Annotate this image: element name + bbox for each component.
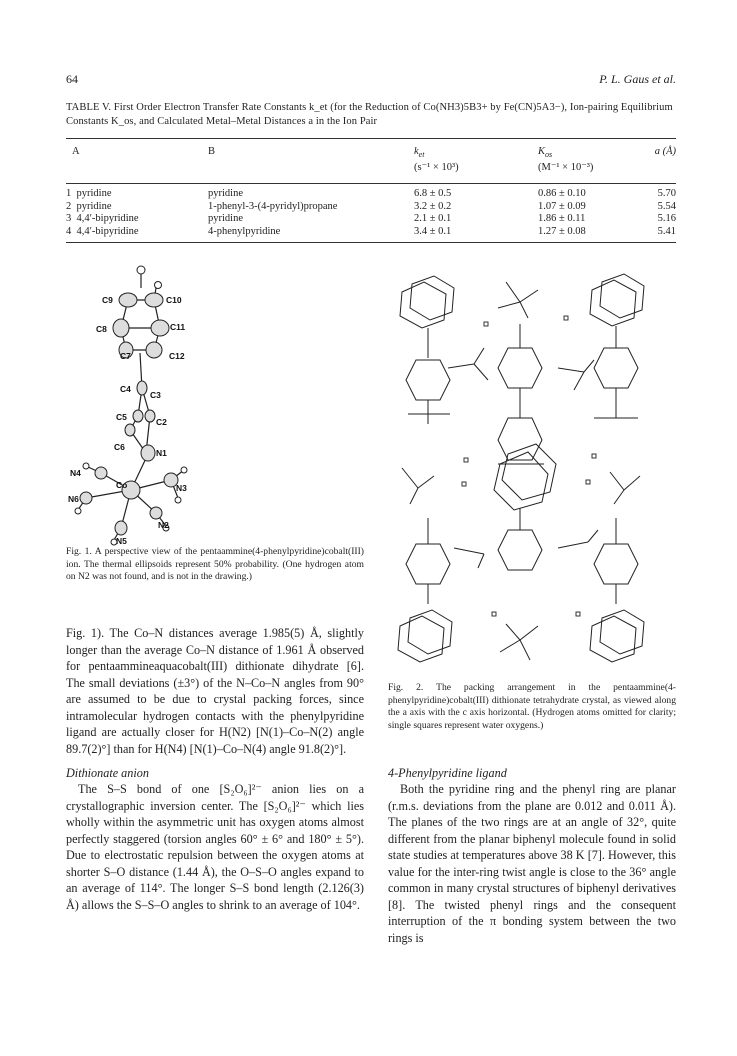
running-head: P. L. Gaus et al. [599, 72, 676, 86]
figure-2-caption: Fig. 2. The packing arrangement in the pentaammine(4-phenylpyridine)cobalt(III) dithionate tetrahydrate crystal, as viewed along the a axis with the c axis horizontal. (Hydrogen atoms omitted for clarity; single squares represent water oxygens.) [388, 682, 676, 731]
table-row [66, 213, 676, 226]
page-number: 64 [66, 72, 78, 86]
figure-1-molecule [66, 258, 216, 548]
cell-dist: 5.54 [657, 200, 676, 212]
cell-a: pyridine [76, 200, 112, 212]
col-header-a: A [72, 146, 80, 157]
atom-label: Co [116, 480, 128, 490]
atom-label: C9 [102, 295, 113, 305]
atom-label: C2 [156, 417, 167, 427]
cell-kos: 1.86 ± 0.11 [538, 213, 586, 225]
atom-label: C8 [96, 324, 107, 334]
col-header-ket [414, 142, 538, 174]
row-number: 4 [66, 225, 72, 237]
atom-label: C5 [116, 412, 127, 422]
atom-label: N1 [156, 448, 167, 458]
row-number: 1 [66, 188, 72, 200]
col-header-dist: a (Å) [654, 146, 676, 157]
atom-label: C6 [114, 442, 125, 452]
atom-label: N3 [176, 483, 187, 493]
cell-a: 4,4′-bipyridine [76, 225, 139, 237]
cell-ket: 3.2 ± 0.2 [414, 200, 452, 212]
table-row [66, 188, 676, 201]
cell-b: 4-phenylpyridine [208, 226, 414, 243]
cell-b: pyridine [208, 213, 243, 225]
table-row [66, 226, 676, 243]
cell-kos: 1.07 ± 0.09 [538, 200, 586, 212]
cell-kos: 0.86 ± 0.10 [538, 188, 586, 200]
atom-label: C7 [120, 351, 131, 361]
cell-dist: 5.41 [630, 226, 676, 243]
atom-label: C10 [166, 295, 182, 305]
cell-a: 4,4′-bipyridine [76, 213, 139, 225]
figure-1-caption: Fig. 1. A perspective view of the pentaammine(4-phenylpyridine)cobalt(III) ion. The thermal ellipsoids represent 50% probability. (One hydrogen atom on N2 was not found, and is not in the drawing.) [66, 546, 364, 583]
col-header-kos [538, 142, 630, 174]
cell-ket: 2.1 ± 0.1 [414, 213, 452, 225]
atom-label: C11 [170, 322, 186, 332]
atom-label: C12 [169, 351, 185, 361]
kos-units: (M⁻¹ × 10⁻³) [538, 161, 594, 173]
atom-label: C4 [120, 384, 131, 394]
left-paragraph-1: Fig. 1). The Co–N distances average 1.985(5) Å, slightly longer than the average Co–N distance of 1.961 Å observed for pentaamminеaquacobalt(III) dithionate dihydrate [6]. The small deviations (±3°) of the N–Co–N angles from 90° are assumed to be due to crystal packing forces, since intramolecular hydrogen contacts with the phenylpyridine ligand are actually closer for H(N2) [N(1)–Co–N(2) angle 89.7(2)°] than for H(N4) [N(1)–Co–N(4) angle 91.8(2)°]. [66, 626, 364, 756]
row-number: 2 [66, 200, 72, 212]
ket-symbol: k [414, 146, 419, 157]
cell-ket: 6.8 ± 0.5 [414, 188, 452, 200]
kos-symbol: K [538, 146, 546, 157]
table-top-rule [66, 138, 676, 139]
section-heading-dithionate: Dithionate anion [66, 766, 149, 780]
atom-label: N4 [70, 468, 81, 478]
row-number: 3 [66, 213, 72, 225]
atom-label: C3 [150, 390, 161, 400]
cell-b: pyridine [208, 188, 243, 200]
cell-dist: 5.16 [657, 213, 676, 225]
ket-subscript: et [418, 150, 425, 160]
atom-label: N5 [116, 536, 127, 546]
table-caption: TABLE V. First Order Electron Transfer Rate Constants k_et (for the Reduction of Co(NH3)5B3+ by Fe(CN)5A3−), Ion-pairing Equilibrium Constants K_os, and Calculated Metal–Metal Distances a in the Ion Pair [66, 102, 673, 127]
table-header-row [66, 142, 676, 174]
cell-a: pyridine [76, 188, 112, 200]
col-header-b: B [208, 146, 216, 157]
cell-dist: 5.70 [657, 188, 676, 200]
cell-kos: 1.27 ± 0.08 [538, 226, 630, 243]
section-heading-phenylpyridine: 4-Phenylpyridine ligand [388, 766, 507, 780]
atom-label: N2 [158, 520, 169, 530]
table-row [66, 201, 676, 214]
kos-subscript: os [545, 150, 553, 160]
cell-ket: 3.4 ± 0.1 [414, 226, 538, 243]
right-paragraph-1: Both the pyridine ring and the phenyl ring are planar (r.m.s. deviations from the plane are 0.012 and 0.011 Å). The planes of the two rings are at an angle of 32°, quite different from the planar biphenyl molecule found in solid state studies at temperatures above 38 K [7]. However, this value for the inter-ring twist angle is close to the 36° angle common in many crystal structures of biphenyl derivatives [8]. The twisted phenyl rings and the consequent interruption of the π bonding system between the two rings is [388, 782, 676, 945]
left-paragraph-2: The S–S bond of one [S₂O₆]²⁻ anion lies on a crystallographic inversion center. The [S₂O₆]²⁻ which lies wholly within the asymmetric unit has oxygen atoms almost perfectly staggered (torsion angles 60° ± 6° and 180° ± 5°). Due to electrostatic repulsion between the oxygen atoms at shorter S–O distance (1.44 Å), the O–S–O angles expand to an average of 114°. The longer S–S bond length (2.126(3) Å) allows the S–S–O angles to shrink to an average of 104°. [66, 782, 364, 912]
ket-units: (s⁻¹ × 10³) [414, 161, 459, 173]
cell-b: 1-phenyl-3-(4-pyridyl)propane [208, 200, 338, 212]
figure-2-packing-diagram [388, 268, 676, 672]
table-v [66, 142, 676, 243]
atom-label: N6 [68, 494, 79, 504]
